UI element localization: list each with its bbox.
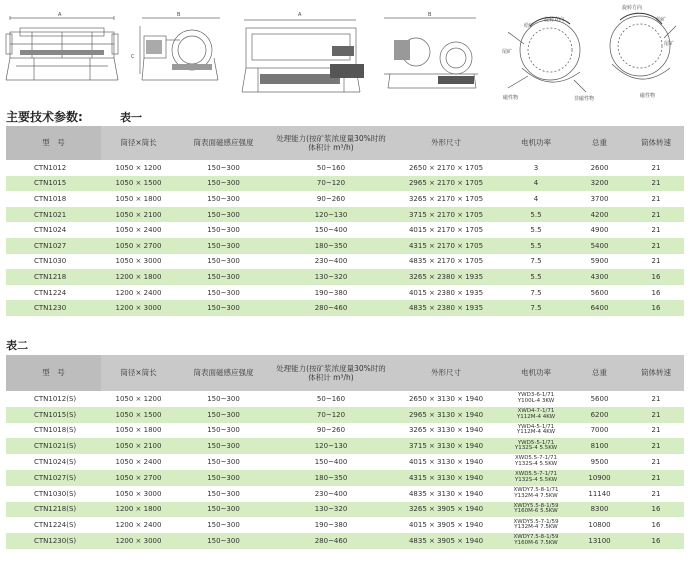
table1-cell: 21 (628, 222, 684, 238)
table1-cell: 150~300 (176, 160, 271, 176)
table2-label: 表二 (6, 339, 28, 352)
table1-cell: 150~300 (176, 300, 271, 316)
table2-cell: 90~260 (271, 423, 391, 439)
table2-cell: 130~320 (271, 502, 391, 518)
motor-spec-line: Y112M-4 4KW (516, 429, 556, 436)
motor-spec-line: Y112M-4 4KW (516, 413, 556, 420)
diagram-label-feed-right: 给矿 (656, 17, 667, 23)
table2-cell: 150~300 (176, 423, 271, 439)
drawing-label-a2: A (298, 12, 302, 18)
table2-cell: 21 (628, 407, 684, 423)
motor-spec-line: XWDY5.5-7-1/59 (513, 518, 559, 525)
table2-cell (501, 533, 571, 549)
table2-cell: 8300 (571, 502, 628, 518)
table2-cell: 4015 × 3905 × 1940 (391, 517, 501, 533)
front-elevation-drawing (4, 14, 120, 86)
motor-spec-line: XWDY7.5-8-1/71 (513, 486, 559, 493)
table1-cell: 1200 × 2400 (101, 285, 176, 301)
table2-cell: 16 (628, 502, 684, 518)
table1-cell: 5.5 (501, 222, 571, 238)
motor-spec-line: Y132S-4 5.5KW (514, 476, 558, 483)
table2-header-cell: 电机功率 (501, 355, 571, 391)
table2-cell: CTN1230(S) (6, 533, 101, 549)
table2-cell: 1200 × 1800 (101, 502, 176, 518)
side-elevation-drawing-2 (380, 14, 480, 94)
table1-cell: 90~260 (271, 191, 391, 207)
table1-cell: 16 (628, 269, 684, 285)
table-row (6, 254, 684, 270)
diagram-label-rotation-right: 旋转方向 (622, 5, 643, 11)
table2-cell: 1050 × 2400 (101, 454, 176, 470)
table1-cell: 4 (501, 191, 571, 207)
table2-cell: 3715 × 3130 × 1940 (391, 438, 501, 454)
table2-cell: 150~300 (176, 391, 271, 407)
table1-cell: 16 (628, 285, 684, 301)
table2-cell: CTN1218(S) (6, 502, 101, 518)
table2-cell: CTN1027(S) (6, 470, 101, 486)
table2-cell: 16 (628, 533, 684, 549)
table1-cell: CTN1012 (6, 160, 101, 176)
table1-cell: CTN1224 (6, 285, 101, 301)
table-row (6, 407, 684, 423)
table2-header-cell: 筒表面磁感应强度 (176, 355, 271, 391)
table1-cell: 5900 (571, 254, 628, 270)
table1-cell: 150~300 (176, 222, 271, 238)
drawing-label-c: C (131, 54, 135, 60)
table1-cell: 3 (501, 160, 571, 176)
diagram-label-tailings-right: 尾矿 (664, 41, 675, 47)
table1-cell: CTN1027 (6, 238, 101, 254)
table1-cell: 21 (628, 207, 684, 223)
table1-cell: 50~160 (271, 160, 391, 176)
table-row (6, 300, 684, 316)
table2-cell: 4835 × 3130 × 1940 (391, 486, 501, 502)
table1-cell: 70~120 (271, 176, 391, 192)
table1-cell: 21 (628, 238, 684, 254)
motor-spec-line: XWDY7.5-8-1/59 (513, 534, 559, 541)
table2-cell: CTN1015(S) (6, 407, 101, 423)
table2-cell: 70~120 (271, 407, 391, 423)
motor-spec-line: Y132S-4 5.5KW (514, 445, 558, 452)
table1-cell: 1050 × 2100 (101, 207, 176, 223)
table2-cell: 1050 × 1800 (101, 423, 176, 439)
table-row (6, 391, 684, 407)
table2-cell: 150~300 (176, 502, 271, 518)
table2-cell: 11140 (571, 486, 628, 502)
table1-cell: 5.5 (501, 207, 571, 223)
table1-cell: CTN1021 (6, 207, 101, 223)
spec-table-2 (6, 355, 684, 549)
table2-cell: CTN1018(S) (6, 423, 101, 439)
table1-cell: 1200 × 3000 (101, 300, 176, 316)
table1-cell: 7.5 (501, 300, 571, 316)
table1-header-cell: 总重 (571, 126, 628, 160)
table2-cell: CTN1021(S) (6, 438, 101, 454)
table1-cell: 150~300 (176, 176, 271, 192)
table2-cell: 50~160 (271, 391, 391, 407)
table2-header-cell: 外形尺寸 (391, 355, 501, 391)
table-row (6, 423, 684, 439)
table2-cell: 150~300 (176, 407, 271, 423)
table1-cell: CTN1024 (6, 222, 101, 238)
table2-cell: 21 (628, 423, 684, 439)
table1-cell: 5.5 (501, 238, 571, 254)
table2-cell: 10800 (571, 517, 628, 533)
table-row (6, 222, 684, 238)
table1-header-cell: 筒体转速 (628, 126, 684, 160)
table1-cell: 16 (628, 300, 684, 316)
table2-cell: 190~380 (271, 517, 391, 533)
table1-cell: 3200 (571, 176, 628, 192)
table2-cell: 21 (628, 438, 684, 454)
table2-cell: 150~300 (176, 470, 271, 486)
table1-cell: 1050 × 1800 (101, 191, 176, 207)
table1-body (6, 160, 684, 316)
table2-cell: 1200 × 3000 (101, 533, 176, 549)
table1-header-cell: 电机功率 (501, 126, 571, 160)
table2-cell (501, 438, 571, 454)
table-row (6, 269, 684, 285)
table2-header-cell: 总重 (571, 355, 628, 391)
table1-cell: 5600 (571, 285, 628, 301)
table2-cell: 3265 × 3905 × 1940 (391, 502, 501, 518)
table1-cell: 3715 × 2170 × 1705 (391, 207, 501, 223)
table2-cell: 4835 × 3905 × 1940 (391, 533, 501, 549)
table1-cell: 4 (501, 176, 571, 192)
table2-cell: 3265 × 3130 × 1940 (391, 423, 501, 439)
table1-cell: 4835 × 2170 × 1705 (391, 254, 501, 270)
table-row (6, 533, 684, 549)
table2-cell: 16 (628, 517, 684, 533)
motor-spec-line: XWDY5.5-8-1/59 (513, 502, 559, 509)
table1-cell: 150~400 (271, 222, 391, 238)
table1-cell: 120~130 (271, 207, 391, 223)
table1-header-cell: 外形尺寸 (391, 126, 501, 160)
table2-cell: 4015 × 3130 × 1940 (391, 454, 501, 470)
table1-cell: 190~380 (271, 285, 391, 301)
motor-spec-line: YWD4-5-1/71 (517, 423, 555, 430)
table1-cell: 2600 (571, 160, 628, 176)
table-row (6, 454, 684, 470)
table2-cell: 150~300 (176, 438, 271, 454)
table1-cell: 1050 × 2700 (101, 238, 176, 254)
table2-cell (501, 407, 571, 423)
motor-spec-line: YWD3-6-1/71 (517, 392, 555, 399)
table1-cell: 150~300 (176, 269, 271, 285)
table2-cell: 1050 × 1500 (101, 407, 176, 423)
table1-cell: 3265 × 2380 × 1935 (391, 269, 501, 285)
diagram-label-feed-left: 给矿 (524, 23, 535, 29)
table1-cell: 21 (628, 254, 684, 270)
table-row (6, 502, 684, 518)
table1-cell: 4315 × 2170 × 1705 (391, 238, 501, 254)
motor-spec-line: XWD5.5-7-1/71 (514, 471, 557, 478)
table1-cell: 150~300 (176, 285, 271, 301)
table1-cell: 150~300 (176, 238, 271, 254)
drawing-label-b1: B (177, 12, 181, 18)
table2-cell: 21 (628, 486, 684, 502)
spec-table-1 (6, 126, 684, 316)
table2-header-cell: 筒径×筒长 (101, 355, 176, 391)
table2-cell: 2650 × 3130 × 1940 (391, 391, 501, 407)
table2-body (6, 391, 684, 549)
table2-cell: CTN1030(S) (6, 486, 101, 502)
diagram-label-magnetic-left: 磁性物 (503, 95, 519, 101)
diagram-label-tailings-left: 尾矿 (502, 49, 513, 55)
table1-cell: 150~300 (176, 191, 271, 207)
table2-cell: CTN1024(S) (6, 454, 101, 470)
motor-spec-line: XWD4-7-1/71 (517, 407, 555, 414)
table2-cell: 2965 × 3130 × 1940 (391, 407, 501, 423)
table1-cell: 180~350 (271, 238, 391, 254)
motor-spec-line: Y100L-4 3KW (517, 397, 555, 404)
table1-cell: 21 (628, 191, 684, 207)
drawing-label-b2: B (428, 12, 432, 18)
table2-cell: 180~350 (271, 470, 391, 486)
motor-spec-line: Y160M-6 5.5KW (514, 508, 558, 515)
table2-cell: 9500 (571, 454, 628, 470)
table1-cell: 21 (628, 160, 684, 176)
table1-header-cell: 筒径×筒长 (101, 126, 176, 160)
table1-cell: 4015 × 2380 × 1935 (391, 285, 501, 301)
table1-cell: 280~460 (271, 300, 391, 316)
table1-cell: 4835 × 2380 × 1935 (391, 300, 501, 316)
table1-cell: 150~300 (176, 207, 271, 223)
table1-cell: 4200 (571, 207, 628, 223)
diagram-label-magnetic-right: 磁性物 (640, 93, 656, 99)
table1-cell: CTN1015 (6, 176, 101, 192)
table-row (6, 517, 684, 533)
table2-cell: 8100 (571, 438, 628, 454)
table1-cell: 2965 × 2170 × 1705 (391, 176, 501, 192)
table1-cell: 5400 (571, 238, 628, 254)
table2-cell: 150~300 (176, 533, 271, 549)
motor-spec-line: Y160M-6 7.5KW (514, 540, 558, 547)
table-row (6, 238, 684, 254)
table1-cell: 5.5 (501, 269, 571, 285)
table2-cell: 6200 (571, 407, 628, 423)
table2-cell (501, 517, 571, 533)
table1-cell: 150~300 (176, 254, 271, 270)
table2-cell: 1200 × 2400 (101, 517, 176, 533)
table2-cell: CTN1012(S) (6, 391, 101, 407)
table2-cell (501, 423, 571, 439)
table-row (6, 470, 684, 486)
technical-drawings (0, 0, 690, 105)
table2-cell: 120~130 (271, 438, 391, 454)
table2-cell: 10900 (571, 470, 628, 486)
table-row (6, 207, 684, 223)
table1-header-row (6, 126, 684, 160)
table2-header-row (6, 355, 684, 391)
table2-cell: 1050 × 1200 (101, 391, 176, 407)
table-row (6, 191, 684, 207)
table2-cell (501, 502, 571, 518)
motor-spec-line: Y132M-4 7.5KW (514, 492, 558, 499)
table1-cell: CTN1218 (6, 269, 101, 285)
table2-cell (501, 486, 571, 502)
table1-cell: 1050 × 2400 (101, 222, 176, 238)
table1-cell: 7.5 (501, 285, 571, 301)
table2-header-cell: 筒体转速 (628, 355, 684, 391)
table2-header-cell: 型 号 (6, 355, 101, 391)
table2-cell: 7000 (571, 423, 628, 439)
table1-cell: CTN1230 (6, 300, 101, 316)
table1-label: 表一 (120, 111, 142, 124)
motor-spec-line: YWD5-5-1/71 (517, 439, 555, 446)
front-elevation-drawing-2 (238, 16, 368, 96)
table2-cell: 280~460 (271, 533, 391, 549)
table1-cell: 4300 (571, 269, 628, 285)
table1-cell: 1050 × 1500 (101, 176, 176, 192)
table-row (6, 160, 684, 176)
table1-header-cell: 筒表面磁感应强度 (176, 126, 271, 160)
table1-cell: CTN1018 (6, 191, 101, 207)
motor-spec-line: Y132S-4 5.5KW (514, 461, 558, 468)
table-row (6, 486, 684, 502)
table-row (6, 285, 684, 301)
table2-cell: 150~300 (176, 486, 271, 502)
table2-cell: 13100 (571, 533, 628, 549)
table1-cell: CTN1030 (6, 254, 101, 270)
table-row (6, 176, 684, 192)
drawing-label-a1: A (58, 12, 62, 18)
table1-cell: 4015 × 2170 × 1705 (391, 222, 501, 238)
table2-cell (501, 470, 571, 486)
table2-cell: 4315 × 3130 × 1940 (391, 470, 501, 486)
table1-cell: 1050 × 3000 (101, 254, 176, 270)
diagram-label-nonmagnetic: 非磁性物 (574, 96, 595, 102)
table1-cell: 21 (628, 176, 684, 192)
table1-cell: 130~320 (271, 269, 391, 285)
table1-header-cell: 型 号 (6, 126, 101, 160)
table1-cell: 4900 (571, 222, 628, 238)
table-row (6, 438, 684, 454)
table2-cell: 21 (628, 470, 684, 486)
table2-cell: CTN1224(S) (6, 517, 101, 533)
table2-cell: 1050 × 3000 (101, 486, 176, 502)
motor-spec-line: Y132M-4 7.5KW (514, 524, 558, 531)
table1-cell: 3700 (571, 191, 628, 207)
table2-cell: 1050 × 2700 (101, 470, 176, 486)
diagram-label-rotation-left: 旋转方向 (544, 17, 565, 23)
table2-cell (501, 391, 571, 407)
table1-cell: 1050 × 1200 (101, 160, 176, 176)
table2-header-cell: 处理能力(按矿浆浓度量30%时的体积计 m³/h) (271, 355, 391, 391)
table1-cell: 230~400 (271, 254, 391, 270)
table2-cell: 150~300 (176, 517, 271, 533)
table2-cell: 150~400 (271, 454, 391, 470)
table2-cell: 5600 (571, 391, 628, 407)
table1-cell: 1200 × 1800 (101, 269, 176, 285)
side-elevation-drawing (136, 14, 226, 86)
table2-cell: 21 (628, 391, 684, 407)
table2-cell: 230~400 (271, 486, 391, 502)
table2-cell: 150~300 (176, 454, 271, 470)
table2-cell (501, 454, 571, 470)
table1-cell: 7.5 (501, 254, 571, 270)
table2-cell: 21 (628, 454, 684, 470)
table1-cell: 6400 (571, 300, 628, 316)
table1-cell: 2650 × 2170 × 1705 (391, 160, 501, 176)
table2-cell: 1050 × 2100 (101, 438, 176, 454)
section-title: 主要技术参数: (6, 110, 83, 124)
table1-cell: 3265 × 2170 × 1705 (391, 191, 501, 207)
motor-spec-line: XWD5.5-7-1/71 (514, 455, 557, 462)
table1-header-cell: 处理能力(按矿浆浓度量30%时的体积计 m³/h) (271, 126, 391, 160)
